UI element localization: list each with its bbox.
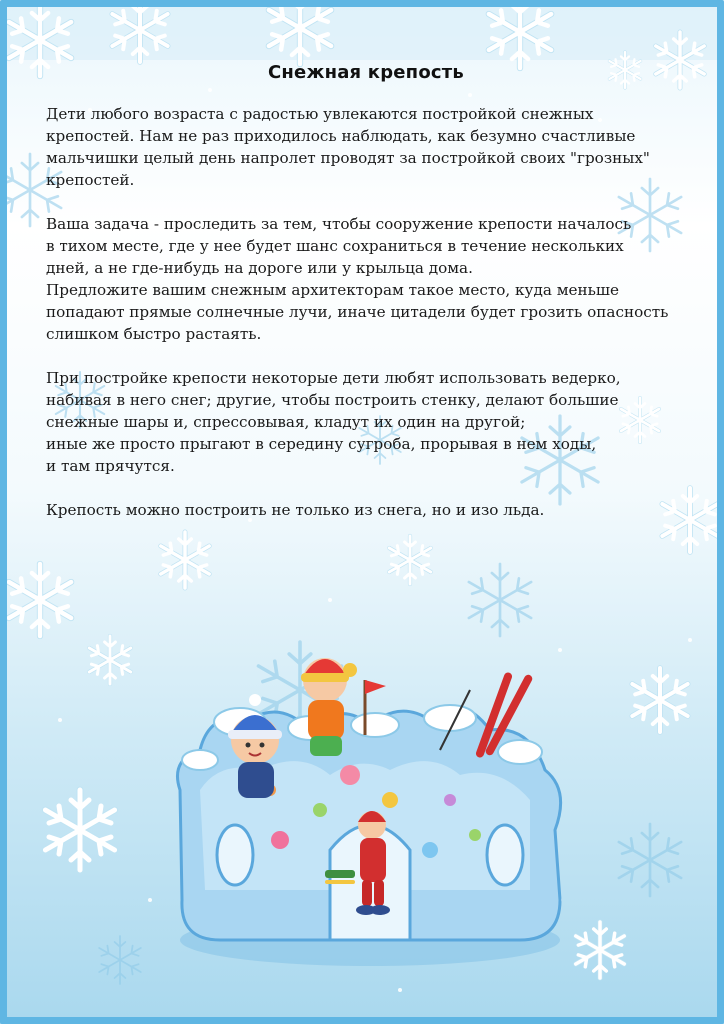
- paragraph-line: Ваша задача - проследить за тем, чтобы сооружение крепости началось: [46, 215, 632, 233]
- paragraph-line: и там прячутся.: [46, 457, 175, 475]
- paragraph-4: [46, 499, 686, 521]
- paragraph-line: Крепость можно построить не только из снега, но и изо льда.: [46, 501, 545, 519]
- paragraph-line: При постройке крепости некоторые дети любят использовать ведерко,: [46, 369, 621, 387]
- paragraph-line: попадают прямые солнечные лучи, иначе цитадели будет грозить опасность: [46, 303, 669, 321]
- snow-fort-children-illustration: [160, 640, 580, 970]
- flag-icon: [365, 680, 386, 694]
- paragraph-line: Дети любого возраста с радостью увлекаются постройкой снежных: [46, 105, 594, 123]
- paragraph-line: мальчишки целый день напролет проводят за постройкой своих "грозных": [46, 149, 650, 167]
- document-title: Снежная крепость: [268, 62, 464, 83]
- paragraph-line: крепостей.: [46, 171, 135, 189]
- paragraph-2: [46, 213, 686, 345]
- paragraph-3: [46, 367, 686, 477]
- paragraph-line: слишком быстро растаять.: [46, 325, 262, 343]
- paragraph-line: снежные шары и, спрессовывая, кладут их один на другой;: [46, 413, 526, 431]
- sled-icon: [325, 870, 355, 884]
- paragraph-line: иные же просто прыгают в середину сугроба, прорывая в нем ходы,: [46, 435, 597, 453]
- paragraph-line: крепостей. Нам не раз приходилось наблюдать, как безумно счастливые: [46, 127, 636, 145]
- paragraph-line: набивая в него снег; другие, чтобы построить стенку, делают большие: [46, 391, 619, 409]
- paragraph-line: Предложите вашим снежным архитекторам такое место, куда меньше: [46, 281, 620, 299]
- paragraph-line: в тихом месте, где у нее будет шанс сохраниться в течение нескольких: [46, 237, 624, 255]
- paragraph-line: дней, а не где-нибудь на дороге или у крыльца дома.: [46, 259, 473, 277]
- paragraph-1: [46, 103, 686, 191]
- document-body: [46, 62, 686, 543]
